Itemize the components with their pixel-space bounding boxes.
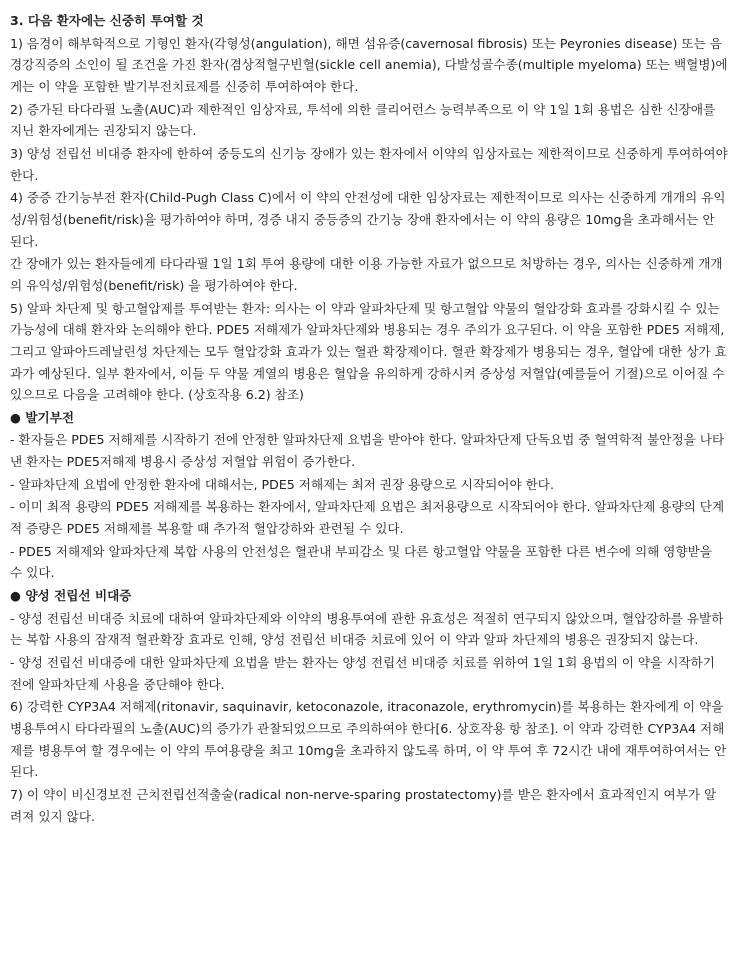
list-item: - 알파차단제 요법에 안정한 환자에 대해서는, PDE5 저해제는 최저 권장 용량으로 시작되어야 한다. xyxy=(10,476,554,492)
subsection-heading-erectile-dysfunction: ● 발기부전 xyxy=(10,409,75,425)
list-item: - 이미 최적 용량의 PDE5 저해제를 복용하는 환자에서, 알파차단제 요법은 최저용량으로 시작되어야 한다. 알파차단제 용량의 단계적 증량은 PDE5 저해제를 복용할 때 추가적 혈압강하와 관련될 수 있다. xyxy=(10,499,725,537)
paragraph-1: 1) 음경이 해부학적으로 기형인 환자(각형성(angulation), 해면 섬유증(cavernosal fibrosis) 또는 Peyronies disease) 또는 음경강직증의 소인이 될 조건을 가진 환자(겸상적혈구빈혈(sickle cell anemia), 다발성골수종(multiple myeloma) 또는 백혈병)에게는 이 약을 포함한 발기부전치료제를 신중히 투여하여야 한다. xyxy=(10,35,728,94)
paragraph-6: 6) 강력한 CYP3A4 저해제(ritonavir, saquinavir, ketoconazole, itraconazole, erythromycin)를 복용하는 환자에게 이 약을 병용투여시 타다라필의 노출(AUC)의 증가가 관찰되었으므로 주의하여야 한다[6. 상호작용 항 참조]. 이 약과 강력한 CYP3A4 저해제를 병용투여 할 경우에는 이 약의 투여용량을 최고 10mg을 초과하지 않도록 하며, 이 약 투여 후 72시간 내에 재투여하여서는 안 된다. xyxy=(10,699,727,780)
list-item: - 환자들은 PDE5 저해제를 시작하기 전에 안정한 알파차단제 요법을 받아야 한다. 알파차단제 단독요법 중 혈역학적 불안정을 나타낸 환자는 PDE5저해제 병용시 증상성 저혈압 위험이 증가한다. xyxy=(10,432,725,470)
paragraph-4: 4) 중증 간기능부전 환자(Child-Pugh Class C)에서 이 약의 안전성에 대한 임상자료는 제한적이므로 의사는 신중하게 개개의 유익성/위험성(benefit/risk)을 평가하여야 하며, 경증 내지 중등증의 간기능 장애 환자에서는 이 약의 용량은 10mg을 초과해서는 안 된다. xyxy=(10,190,726,249)
paragraph-4-continued: 간 장애가 있는 환자들에게 타다라필 1일 1회 투여 용량에 대한 이용 가능한 자료가 없으므로 처방하는 경우, 의사는 신중하게 개개의 유익성/위험성(benefit/risk) 을 평가하여야 한다. xyxy=(10,256,723,293)
paragraph-5: 5) 알파 차단제 및 항고혈압제를 투여받는 환자: 의사는 이 약과 알파차단제 및 항고혈압 약물의 혈압강화 효과를 강화시킬 수 있는 가능성에 대해 환자와 논의해야 한다. PDE5 저해제가 알파차단제와 병용되는 경우 주의가 요구된다. 이 약을 포함한 PDE5 저해제, 그리고 알파아드레날린성 차단제는 모두 혈압강화 효과가 있는 혈관 확장제이다. 혈관 확장제가 병용되는 경우, 혈압에 대한 상가 효과가 예상된다. 일부 환자에서, 이들 두 약물 계열의 병용은 혈압을 유의하게 강하시켜 증상성 저혈압(예를들어 기절)으로 이어질 수 있으므로 다음을 고려해야 한다. (상호작용 6.2) 참조) xyxy=(10,300,727,403)
section-heading: 3. 다음 환자에는 신중히 투여할 것 xyxy=(10,13,204,28)
list-item: - PDE5 저해제와 알파차단제 복합 사용의 안전성은 혈관내 부피감소 및 다른 항고혈압 약물을 포함한 다른 변수에 의해 영향받을 수 있다. xyxy=(10,543,712,581)
list-item: - 양성 전립선 비대증에 대한 알파차단제 요법을 받는 환자는 양성 전립선 비대증 치료를 위하여 1일 1회 용법의 이 약을 시작하기 전에 알파차단제 사용을 중단해야 한다. xyxy=(10,655,715,692)
paragraph-2: 2) 증가된 타다라필 노출(AUC)과 제한적인 임상자료, 투석에 의한 클리어런스 능력부족으로 이 약 1일 1회 용법은 심한 신장애를 지닌 환자에게는 권장되지 않는다. xyxy=(10,101,716,139)
subsection-heading-bph: ● 양성 전립선 비대증 xyxy=(10,588,132,604)
list-item: - 양성 전립선 비대증 치료에 대하여 알파차단제와 이약의 병용투여에 관한 유효성은 적절히 연구되지 않았으며, 혈압강하를 유발하는 복합 사용의 잠재적 혈관확장 효과로 인해, 양성 전립선 비대증 치료에 있어 이 약과 알파 차단제의 병용은 권장되지 않는다. xyxy=(10,610,724,648)
paragraph-3: 3) 양성 전립선 비대증 환자에 한하여 중등도의 신기능 장애가 있는 환자에서 이약의 임상자료는 제한적이므로 신중하게 투여하여야 한다. xyxy=(10,145,728,183)
paragraph-7: 7) 이 약이 비신경보전 근치전립선적출술(radical non-nerve-sparing prostatectomy)를 받은 환자에서 효과적인지 여부가 알려져 있지 않다. xyxy=(10,786,717,824)
